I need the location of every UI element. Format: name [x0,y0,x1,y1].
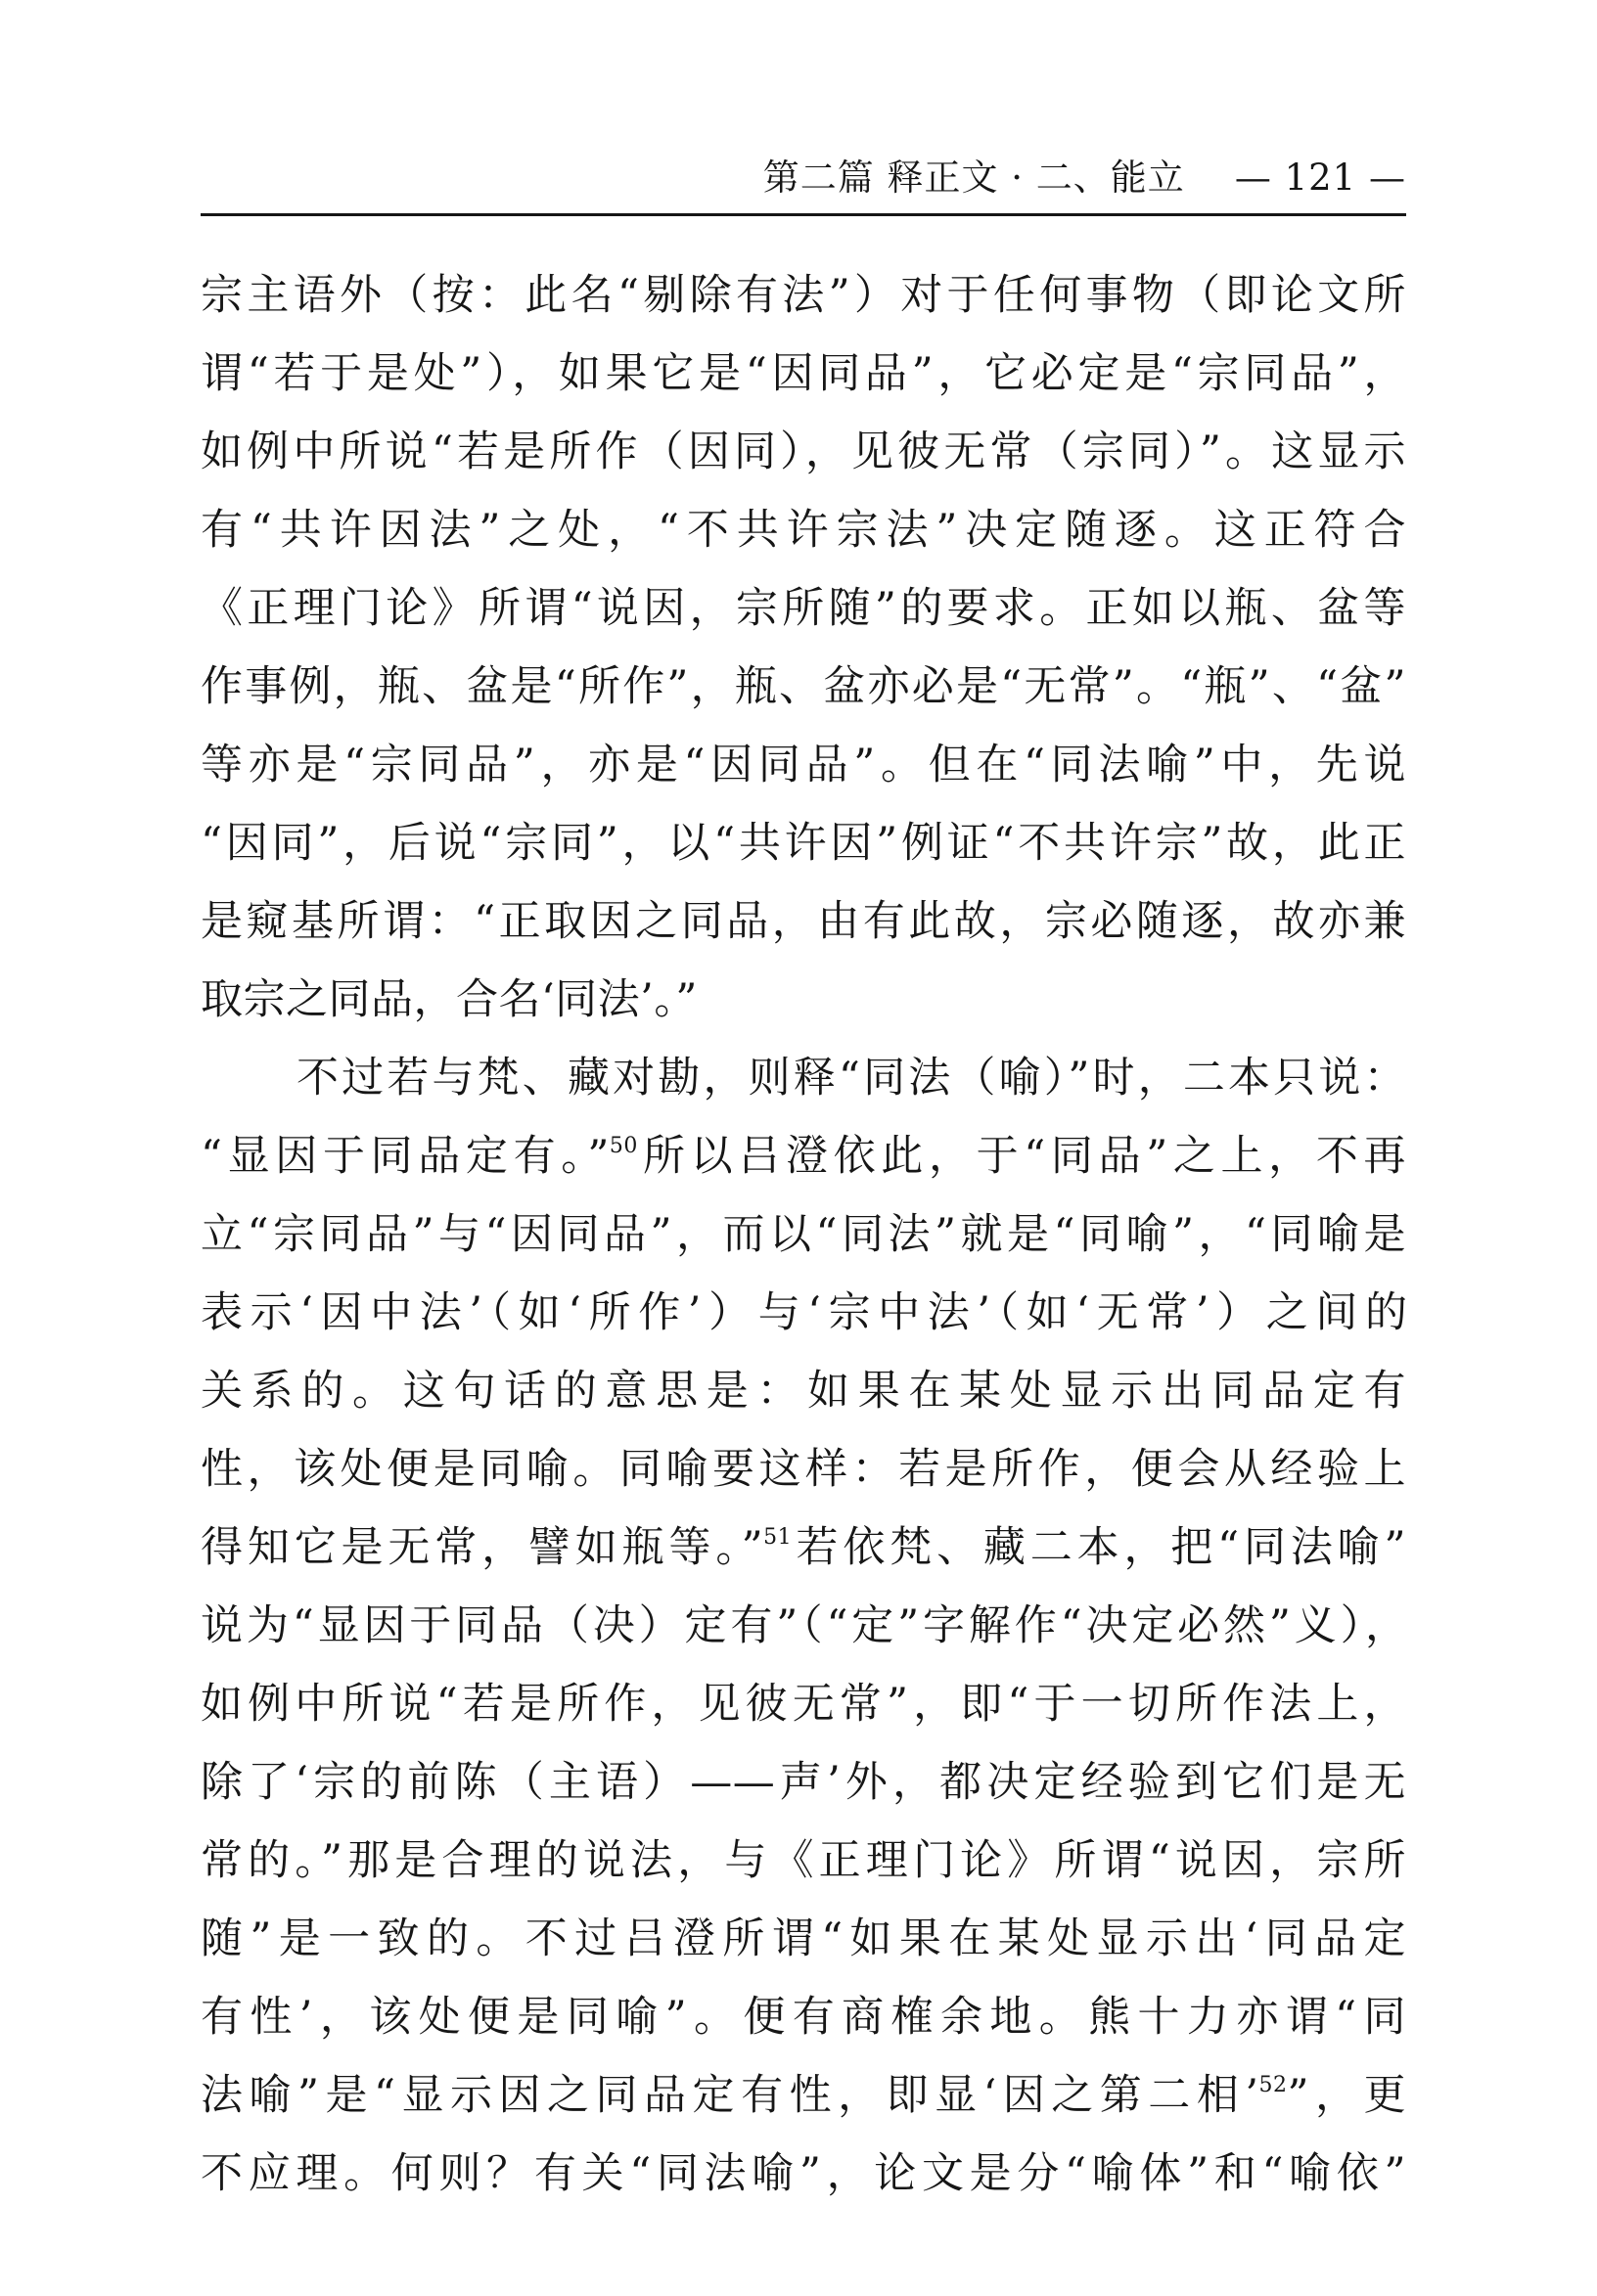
text-line: 立“宗同品”与“因同品”，而以“同法”就是“同喻”，“同喻是 [201,1210,1406,1259]
header-page-number: — 121 — [1234,157,1406,199]
text-line: 是窥基所谓：“正取因之同品，由有此故，宗必随逐，故亦兼 [201,897,1406,946]
text-run: 得知它是无常，譬如瓶等。” [201,1523,764,1572]
text-run: 若依梵、藏二本，把“同法喻” [792,1523,1407,1572]
text-line: 表示‘因中法’（如‘所作’）与‘宗中法’（如‘无常’）之间的 [201,1288,1406,1337]
text-line: 常的。”那是合理的说法，与《正理门论》所谓“说因，宗所 [201,1836,1406,1885]
footnote-marker: 52 [1258,2073,1288,2097]
text-line: 说为“显因于同品（决）定有”（“定”字解作“决定必然”义）， [201,1601,1406,1650]
body-text [201,256,1406,2213]
footnote-marker: 50 [609,1134,638,1158]
text-run: “显因于同品定有。” [201,1132,610,1181]
text-line [201,1117,1406,1195]
text-line: “因同”，后说“宗同”，以“共许因”例证“不共许宗”故，此正 [201,819,1406,868]
text-line: 有性’，该处便是同喻”。便有商榷余地。熊十力亦谓“同 [201,1993,1406,2042]
text-line: 如例中所说“若是所作，见彼无常”，即“于一切所作法上， [201,1680,1406,1729]
text-line [201,1508,1406,1587]
text-run: 所以吕澄依此，于“同品”之上，不再 [637,1132,1406,1181]
footnote-marker: 51 [763,1525,793,1550]
text-line: 等亦是“宗同品”，亦是“因同品”。但在“同法喻”中，先说 [201,741,1406,789]
text-line: 谓“若于是处”），如果它是“因同品”，它必定是“宗同品”， [201,349,1406,398]
header-rule [201,213,1406,216]
text-line: 除了‘宗的前陈（主语）——声’外，都决定经验到它们是无 [201,1758,1406,1807]
text-line: 有“共许因法”之处，“不共许宗法”决定随逐。这正符合 [201,506,1406,555]
text-line [201,2056,1406,2135]
paragraph-first-line: 不过若与梵、藏对勘，则释“同法（喻）”时，二本只说： [297,1054,1406,1103]
text-line: 如例中所说“若是所作（因同），见彼无常（宗同）”。这显示 [201,428,1406,476]
header-spacer [1198,157,1223,199]
text-line: 作事例，瓶、盆是“所作”，瓶、盆亦必是“无常”。“瓶”、“盆” [201,662,1406,711]
text-line: 宗主语外（按：此名“剔除有法”）对于任何事物（即论文所 [201,271,1406,320]
text-line: 不应理。何则？有关“同法喻”，论文是分“喻体”和“喻依” [201,2149,1406,2198]
text-line: 《正理门论》所谓“说因，宗所随”的要求。正如以瓶、盆等 [201,584,1406,633]
text-line: 取宗之同品，合名‘同法’。” [201,975,698,1024]
text-line: 随”是一致的。不过吕澄所谓“如果在某处显示出‘同品定 [201,1914,1406,1963]
header-section-title: 第二篇 释正文 · 二、能立 [762,157,1185,199]
text-line: 性，该处便是同喻。同喻要这样：若是所作，便会从经验上 [201,1445,1406,1494]
text-run: 法喻”是“显示因之同品定有性，即显‘因之第二相’ [201,2071,1259,2120]
text-run: ”，更 [1287,2071,1406,2120]
running-header [201,147,1406,209]
text-line: 关系的。这句话的意思是：如果在某处显示出同品定有 [201,1367,1406,1416]
